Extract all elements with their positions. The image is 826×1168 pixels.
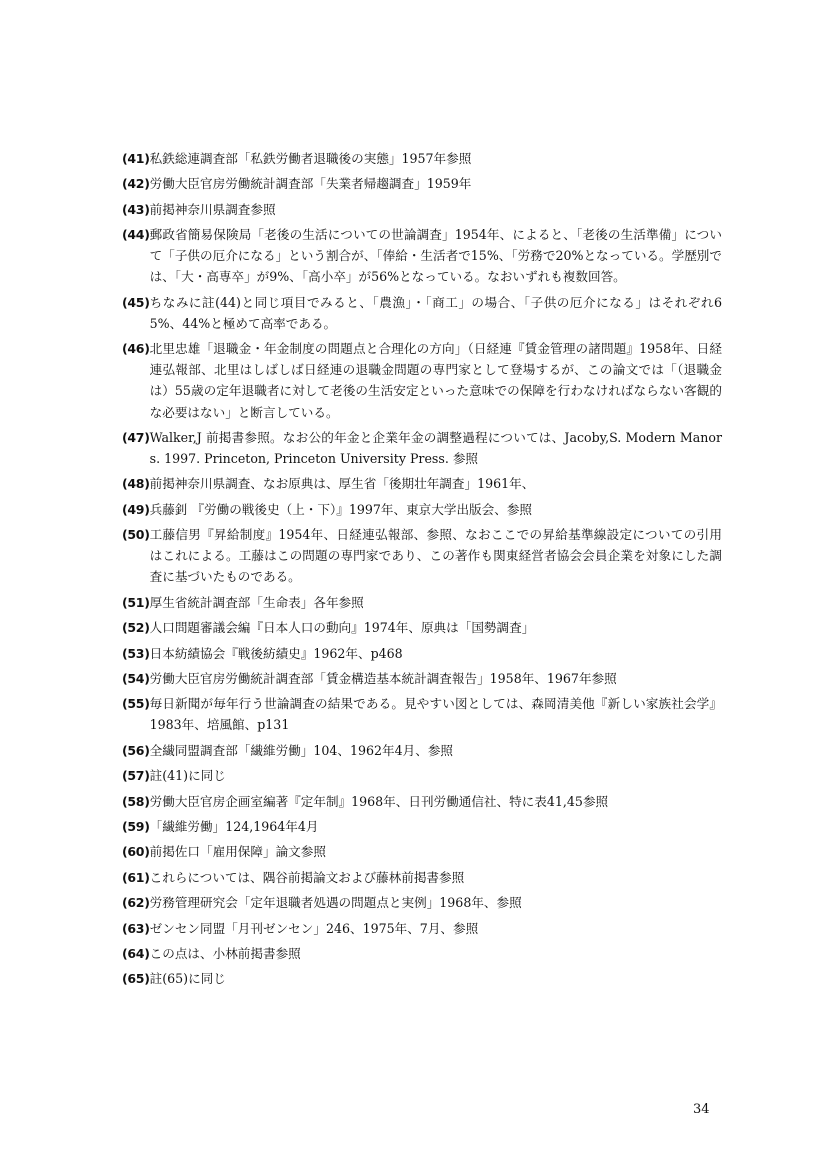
note-text: 前掲神奈川県調査参照 bbox=[149, 201, 276, 217]
note-text: 労働大臣官房労働統計調査部「賃金構造基本統計調査報告」1958年、1967年参照 bbox=[149, 670, 617, 686]
endnotes-list bbox=[122, 148, 722, 994]
note-text: 全繊同盟調査部「繊維労働」104、1962年4月、参照 bbox=[149, 742, 454, 758]
note-number: (65) bbox=[122, 971, 150, 987]
endnote-55 bbox=[122, 693, 722, 735]
note-number: (52) bbox=[122, 620, 150, 636]
endnote-44 bbox=[122, 224, 722, 287]
note-number: (57) bbox=[122, 768, 150, 784]
endnote-61 bbox=[122, 867, 722, 888]
note-number: (63) bbox=[122, 920, 150, 936]
endnote-60 bbox=[122, 841, 722, 862]
note-number: (55) bbox=[122, 696, 150, 712]
endnote-45 bbox=[122, 292, 722, 334]
note-number: (48) bbox=[122, 476, 150, 492]
endnote-51 bbox=[122, 592, 722, 613]
note-text: 厚生省統計調査部「生命表」各年参照 bbox=[149, 594, 364, 610]
endnote-47 bbox=[122, 427, 722, 469]
endnote-64 bbox=[122, 943, 722, 964]
note-number: (58) bbox=[122, 793, 150, 809]
note-number: (43) bbox=[122, 201, 150, 217]
note-text: 労働大臣官房企画室編著『定年制』1968年、日刊労働通信社、特に表41,45参照 bbox=[149, 793, 609, 809]
note-number: (47) bbox=[122, 429, 150, 445]
note-text: 郵政省簡易保険局「老後の生活についての世論調査」1954年、によると、「老後の生活準備」について「子供の厄介になる」という割合が、「俸給・生活者で15%、「労務で20%となっている。学歴別では、「大・高専卒」が9%、「高小卒」が56%となっている。なおいずれも複数回答。 bbox=[149, 227, 722, 285]
note-text: ゼンセン同盟「月刊ゼンセン」246、1975年、7月、参照 bbox=[149, 920, 479, 936]
note-text: 註(65)に同じ bbox=[149, 971, 226, 987]
endnote-65 bbox=[122, 968, 722, 989]
note-number: (60) bbox=[122, 844, 150, 860]
note-text: 前掲佐口「雇用保障」論文参照 bbox=[149, 844, 326, 860]
endnote-63 bbox=[122, 918, 722, 939]
endnote-58 bbox=[122, 791, 722, 812]
note-number: (45) bbox=[122, 294, 150, 310]
note-text: 労働大臣官房労働統計調査部「失業者帰趨調査」1959年 bbox=[149, 176, 472, 192]
endnote-56 bbox=[122, 740, 722, 761]
note-number: (61) bbox=[122, 869, 150, 885]
endnote-49 bbox=[122, 499, 722, 520]
note-number: (59) bbox=[122, 818, 150, 834]
page-number: 34 bbox=[693, 1102, 710, 1117]
endnote-54 bbox=[122, 668, 722, 689]
note-number: (62) bbox=[122, 895, 150, 911]
note-text: 兵藤釗 『労働の戦後史（上・下）』1997年、東京大学出版会、参照 bbox=[149, 501, 533, 517]
note-number: (51) bbox=[122, 594, 150, 610]
note-text: 私鉄総連調査部「私鉄労働者退職後の実態」1957年参照 bbox=[149, 151, 472, 166]
note-number: (44) bbox=[122, 227, 150, 243]
note-text: 北里忠雄「退職金・年金制度の問題点と合理化の方向」（日経連『賃金管理の諸問題』1958年、日経連弘報部、北里はしばしば日経連の退職金問題の専門家として登場するが、この論文では「（退職金は）55歳の定年退職者に対して老後の生活安定といった意味での保障を行わなければならない客観的な必要はない」と断言している。 bbox=[149, 341, 722, 420]
note-text: ちなみに註(44)と同じ項目でみると、「農漁」・「商工」の場合、「子供の厄介になる」はそれぞれ65%、44%と極めて高率である。 bbox=[149, 294, 722, 331]
endnote-53 bbox=[122, 643, 722, 664]
note-text: 日本紡績協会『戦後紡績史』1962年、p468 bbox=[149, 645, 403, 661]
endnote-48 bbox=[122, 473, 722, 494]
endnote-41 bbox=[122, 148, 722, 169]
note-text: 前掲神奈川県調査、なお原典は、厚生省「後期壮年調査」1961年、 bbox=[149, 476, 535, 492]
note-number: (64) bbox=[122, 945, 150, 961]
endnote-62 bbox=[122, 892, 722, 913]
note-text: この点は、小林前掲書参照 bbox=[149, 945, 301, 961]
endnote-52 bbox=[122, 617, 722, 638]
note-text: Walker,J 前掲書参照。なお公的年金と企業年金の調整過程については、Jacoby,S. Modern Manors. 1997. Princeton, Princeton University Press. 参照 bbox=[149, 429, 722, 466]
note-text: 労務管理研究会「定年退職者処遇の問題点と実例」1968年、参照 bbox=[149, 895, 522, 911]
note-text: 毎日新聞が毎年行う世論調査の結果である。見やすい図としては、森岡清美他『新しい家族社会学』1983年、培風館、p131 bbox=[149, 696, 722, 733]
endnote-42 bbox=[122, 173, 722, 194]
note-number: (56) bbox=[122, 742, 150, 758]
note-number: (49) bbox=[122, 501, 150, 517]
note-text: 工藤信男『昇給制度』1954年、日経連弘報部、参照、なおここでの昇給基準線設定についての引用はこれによる。工藤はこの問題の専門家であり、この著作も関東経営者協会会員企業を対象にした調査に基づいたものである。 bbox=[149, 527, 722, 585]
note-number: (54) bbox=[122, 670, 150, 686]
note-number: (41) bbox=[122, 151, 150, 166]
endnote-46 bbox=[122, 338, 722, 422]
note-number: (50) bbox=[122, 527, 150, 543]
note-text: 人口問題審議会編『日本人口の動向』1974年、原典は「国勢調査」 bbox=[149, 620, 535, 636]
note-text: これらについては、隅谷前掲論文および藤林前掲書参照 bbox=[149, 869, 465, 885]
note-text: 註(41)に同じ bbox=[149, 768, 226, 784]
note-number: (53) bbox=[122, 645, 150, 661]
note-number: (46) bbox=[122, 341, 150, 357]
endnote-50 bbox=[122, 524, 722, 587]
endnote-43 bbox=[122, 199, 722, 220]
endnote-57 bbox=[122, 765, 722, 786]
note-number: (42) bbox=[122, 176, 150, 192]
endnote-59 bbox=[122, 816, 722, 837]
note-text: 「繊維労働」124,1964年4月 bbox=[149, 818, 319, 834]
